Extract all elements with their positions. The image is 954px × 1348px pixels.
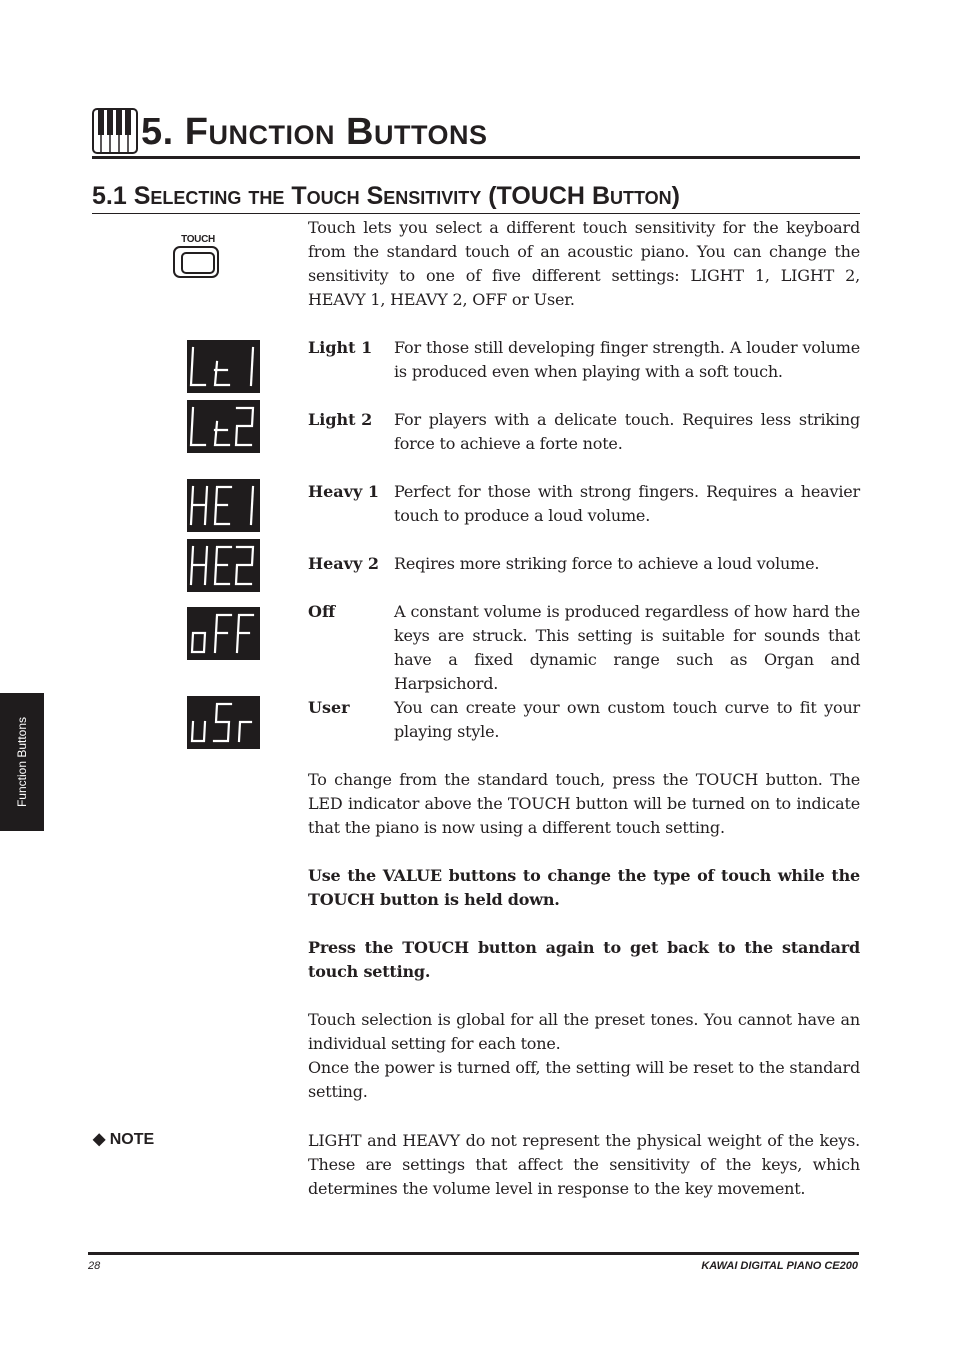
led-display-light-2 bbox=[187, 400, 260, 453]
intro-paragraph: Touch lets you select a different touch sensitivity for the keyboard from the standard touch of an acoustic piano. You can change the sensitivity to one of five different settings: LIGHT 1, LIGHT 2, HEAVY 1, HEAVY 2, OFF or User. bbox=[308, 218, 860, 309]
setting-term-off: Off bbox=[308, 602, 336, 621]
led-display-heavy-2 bbox=[187, 539, 260, 592]
setting-description-heavy-2: Reqires more striking force to achieve a loud volume. bbox=[394, 554, 820, 573]
setting-term-user: User bbox=[308, 698, 350, 717]
global-setting-paragraph: Touch selection is global for all the preset tones. You cannot have an individual setting for each tone. bbox=[308, 1010, 860, 1053]
note-label: ◆ NOTE bbox=[93, 1131, 155, 1148]
footer-title: KAWAI DIGITAL PIANO CE200 bbox=[701, 1260, 858, 1272]
chapter-heading bbox=[92, 106, 860, 159]
side-tab bbox=[0, 693, 44, 831]
touch-button-key bbox=[181, 252, 215, 274]
setting-description-user: You can create your own custom touch curve to fit your playing style. bbox=[394, 698, 860, 741]
setting-description-off: A constant volume is produced regardless of how hard the keys are struck. This setting is suitable for sounds that have a fixed dynamic range such as Organ and Harpsichord. bbox=[394, 602, 860, 693]
change-touch-paragraph: To change from the standard touch, press the TOUCH button. The LED indicator above the TOUCH button will be turned on to indicate that the piano is now using a different touch setting. bbox=[308, 770, 860, 837]
setting-term-heavy-1: Heavy 1 bbox=[308, 482, 379, 501]
touch-button-illustration bbox=[172, 234, 224, 284]
side-tab-label: Function Buttons bbox=[15, 716, 29, 808]
setting-term-light-2: Light 2 bbox=[308, 410, 373, 429]
section-title: 5.1 SELECTING THE TOUCH SENSITIVITY (TOUCH BUTTON) bbox=[92, 182, 680, 210]
value-buttons-instruction: Use the VALUE buttons to change the type of touch while the TOUCH button is held down. bbox=[308, 866, 860, 909]
touch-button-icon bbox=[173, 246, 219, 278]
note-text: LIGHT and HEAVY do not represent the physical weight of the keys. These are settings that affect the sensitivity of the keys, which determines the volume level in response to the key movement. bbox=[308, 1131, 860, 1198]
setting-description-light-1: For those still developing finger strength. A louder volume is produced even when playing with a soft touch. bbox=[394, 338, 860, 381]
press-again-instruction: Press the TOUCH button again to get back to the standard touch setting. bbox=[308, 938, 860, 981]
chapter-title: 5. FUNCTION BUTTONS bbox=[141, 111, 488, 153]
section-heading bbox=[92, 180, 860, 214]
power-off-paragraph: Once the power is turned off, the setting will be reset to the standard setting. bbox=[308, 1058, 860, 1101]
piano-keyboard-icon bbox=[92, 108, 138, 154]
footer-rule bbox=[88, 1252, 859, 1255]
setting-term-heavy-2: Heavy 2 bbox=[308, 554, 379, 573]
led-display-light-1 bbox=[187, 340, 260, 393]
setting-description-light-2: For players with a delicate touch. Requires less striking force to achieve a forte note. bbox=[394, 410, 860, 453]
setting-term-light-1: Light 1 bbox=[308, 338, 373, 357]
led-display-user bbox=[187, 696, 260, 749]
setting-description-heavy-1: Perfect for those with strong fingers. Requires a heavier touch to produce a loud volume. bbox=[394, 482, 860, 525]
page-number: 28 bbox=[88, 1260, 101, 1272]
led-display-off bbox=[187, 607, 260, 660]
touch-button-label: TOUCH bbox=[181, 234, 215, 245]
led-display-heavy-1 bbox=[187, 479, 260, 532]
